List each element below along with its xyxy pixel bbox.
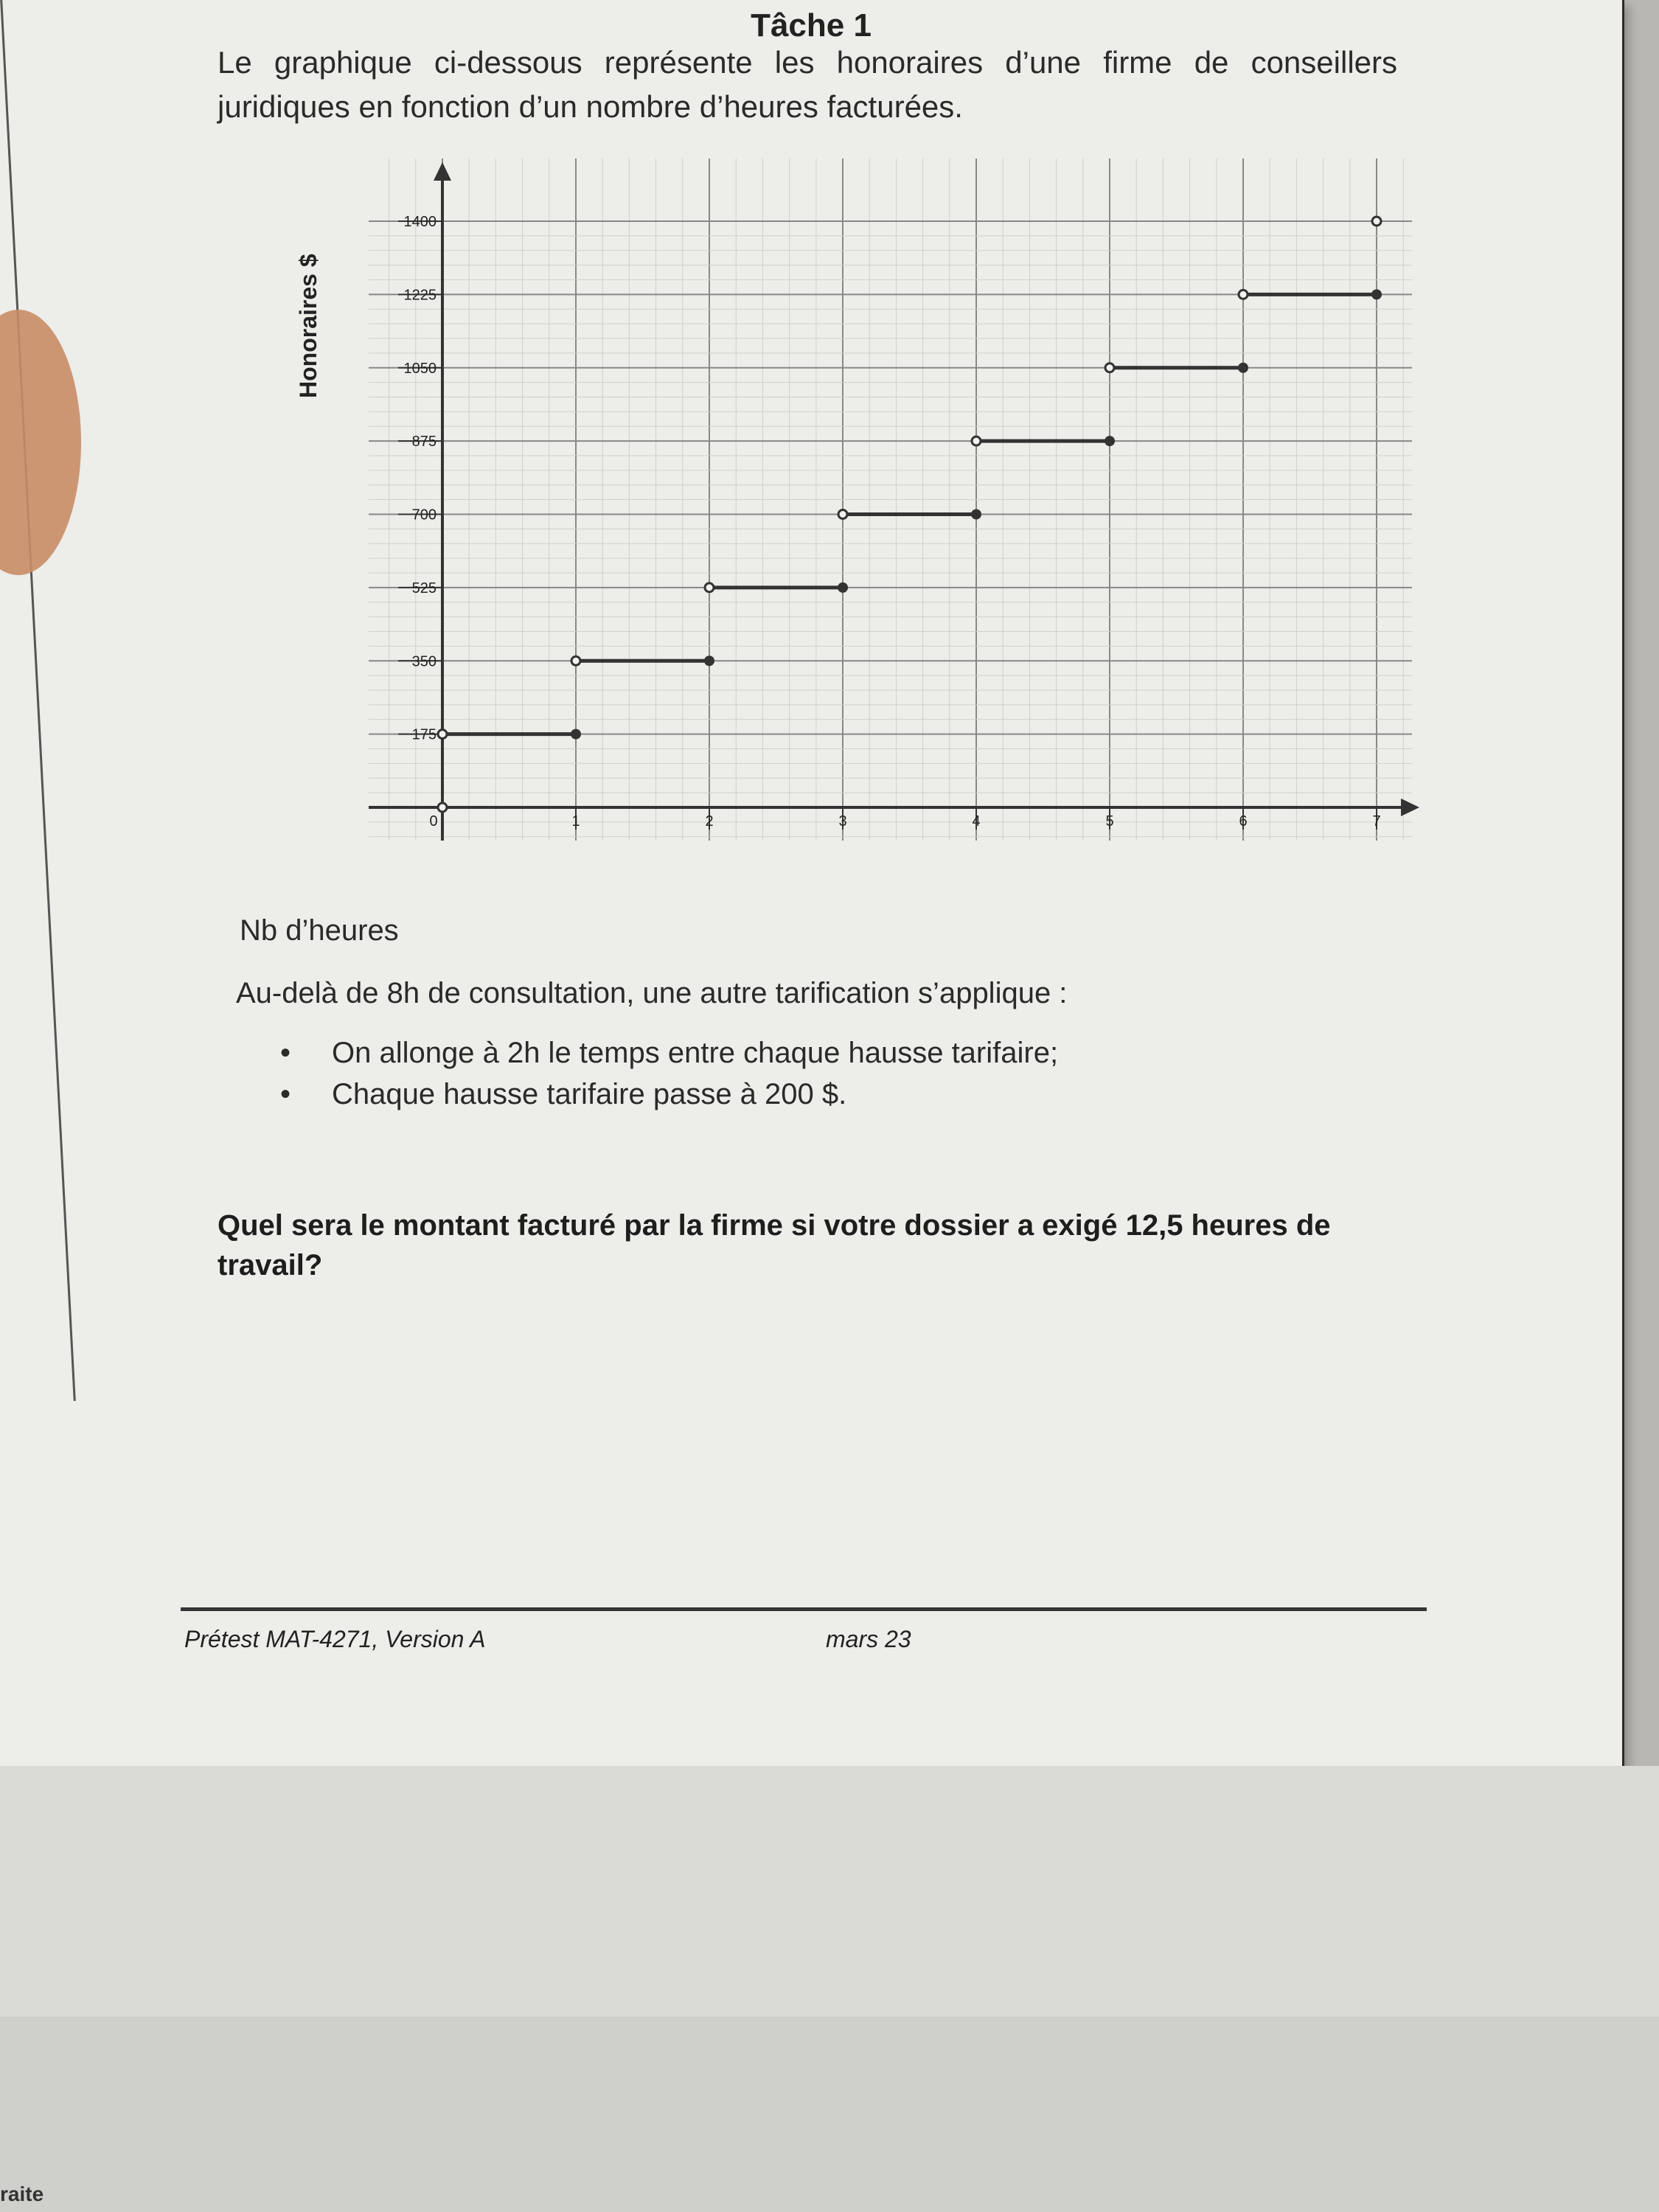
rule-item: • Chaque hausse tarifaire passe à 200 $.	[280, 1074, 1058, 1115]
closed-point	[838, 582, 848, 593]
x-axis-arrow	[1401, 799, 1419, 816]
page-edge	[0, 0, 76, 1401]
x-tick-label: 4	[972, 813, 981, 830]
x-tick-label: 0	[429, 813, 438, 830]
closed-point	[1238, 363, 1248, 373]
y-axis-arrow	[434, 162, 451, 181]
open-point	[972, 437, 981, 445]
y-tick-label: 700	[411, 507, 437, 524]
underlying-page-2	[0, 2017, 1659, 2212]
x-tick-label: 1	[571, 813, 580, 830]
underlying-text: raite	[0, 2183, 44, 2205]
footer-date: mars 23	[826, 1626, 911, 1652]
y-tick-label: 1050	[403, 360, 437, 377]
step-chart	[369, 151, 1423, 852]
rule-paragraph: Au-delà de 8h de consultation, une autre tarification s’applique :	[236, 977, 1068, 1009]
y-axis-label: Honoraires $	[295, 254, 321, 398]
open-point	[1372, 217, 1381, 226]
x-tick-label: 5	[1105, 813, 1114, 830]
y-tick-label: 525	[411, 580, 437, 597]
closed-point	[571, 729, 581, 740]
open-point	[571, 656, 580, 665]
chart-ticks	[398, 214, 1381, 830]
task-intro: Le graphique ci-dessous représente les honoraires d’une firme de conseillers juridiques en fonction d’un nombre d’heures facturées.	[218, 45, 1397, 124]
open-point	[1239, 290, 1248, 299]
y-tick-label: 1225	[403, 287, 437, 304]
x-tick-label: 7	[1372, 813, 1381, 830]
open-point	[1105, 364, 1114, 372]
x-tick-label: 3	[838, 813, 847, 830]
chart-grid	[369, 159, 1423, 841]
y-tick-label: 1400	[403, 214, 437, 230]
closed-point	[1371, 289, 1382, 299]
chart-axes	[369, 162, 1419, 841]
y-tick-label: 175	[411, 726, 437, 743]
closed-point	[971, 509, 981, 520]
question: Quel sera le montant facturé par la firme si votre dossier a exigé 12,5 heures de travail?	[218, 1209, 1331, 1281]
x-axis-label: Nb d’heures	[240, 914, 399, 947]
closed-point	[1105, 436, 1115, 446]
open-point	[705, 583, 714, 592]
closed-point	[704, 655, 714, 666]
task-title: Tâche 1	[751, 7, 872, 44]
x-tick-label: 6	[1239, 813, 1248, 830]
open-point	[438, 730, 447, 739]
open-point	[838, 510, 847, 519]
y-tick-label: 875	[411, 434, 437, 451]
x-tick-label: 2	[705, 813, 714, 830]
rule-item: • On allonge à 2h le temps entre chaque hausse tarifaire;	[280, 1032, 1058, 1074]
footer-course: Prétest MAT-4271, Version A	[184, 1626, 486, 1652]
y-tick-label: 350	[411, 653, 437, 670]
footer-divider	[181, 1607, 1427, 1611]
open-point	[438, 803, 447, 812]
rule-list	[280, 1032, 1058, 1115]
